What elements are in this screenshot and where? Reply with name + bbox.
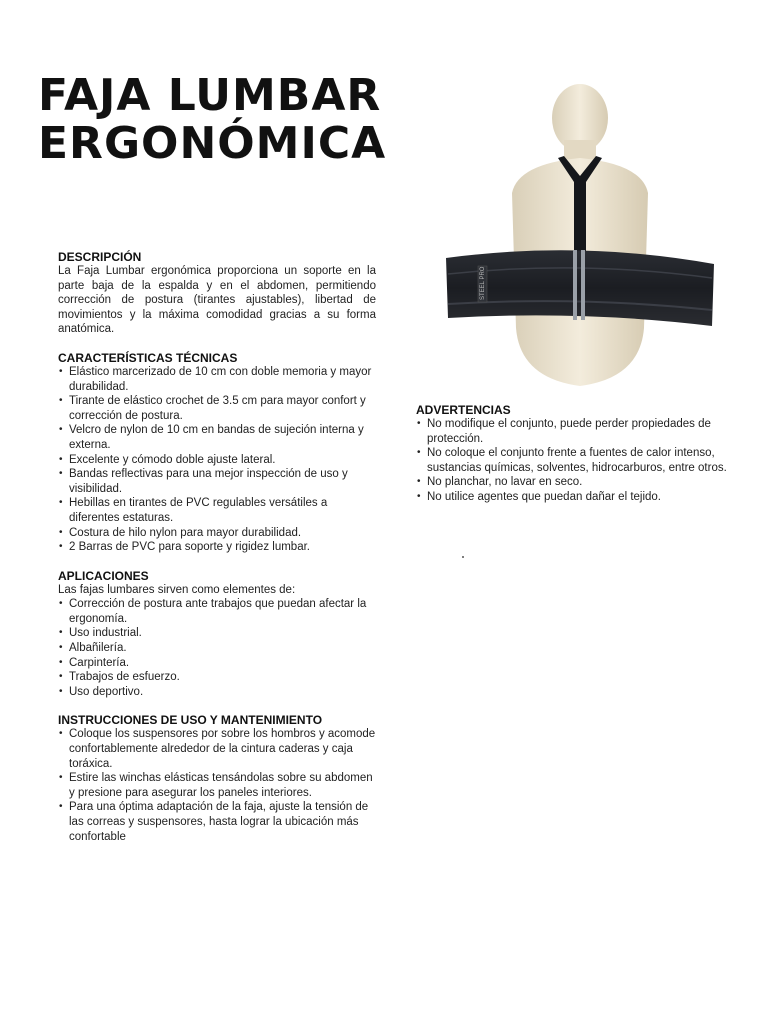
list-item: • Trabajos de esfuerzo. bbox=[58, 670, 376, 685]
list-item: • Coloque los suspensores por sobre los hombros y acomode confortablemente alrededor de la cintura caderas y caja toráxica. bbox=[58, 727, 376, 771]
list-item: • Elástico marcerizado de 10 cm con doble memoria y mayor durabilidad. bbox=[58, 365, 376, 394]
list-item: • No planchar, no lavar en seco. bbox=[416, 475, 746, 490]
list-item: • Costura de hilo nylon para mayor durabilidad. bbox=[58, 526, 376, 541]
caracteristicas-list bbox=[58, 365, 376, 555]
title-line-2: ERGONÓMICA bbox=[38, 118, 387, 169]
list-item: • Excelente y cómodo doble ajuste lateral. bbox=[58, 453, 376, 468]
stray-dot bbox=[462, 556, 464, 558]
list-item: • No modifique el conjunto, puede perder propiedades de protección. bbox=[416, 417, 746, 446]
instrucciones-section bbox=[58, 713, 376, 844]
list-item: • No utilice agentes que puedan dañar el tejido. bbox=[416, 490, 746, 505]
list-item: • Uso industrial. bbox=[58, 626, 376, 641]
caracteristicas-section bbox=[58, 351, 376, 555]
list-item: • No coloque el conjunto frente a fuentes de calor intenso, sustancias químicas, solventes, hidrocarburos, entre otros. bbox=[416, 446, 746, 475]
product-image bbox=[440, 78, 720, 390]
list-item: • Velcro de nylon de 10 cm en bandas de sujeción interna y externa. bbox=[58, 423, 376, 452]
descripcion-heading: DESCRIPCIÓN bbox=[58, 250, 142, 264]
advertencias-heading: ADVERTENCIAS bbox=[416, 403, 511, 417]
aplicaciones-intro: Las fajas lumbares sirven como elementes de: bbox=[58, 583, 296, 596]
list-item: • Hebillas en tirantes de PVC regulables versátiles a diferentes estaturas. bbox=[58, 496, 376, 525]
right-column bbox=[416, 403, 746, 519]
list-item: • Bandas reflectivas para una mejor inspección de uso y visibilidad. bbox=[58, 467, 376, 496]
advertencias-section bbox=[416, 403, 746, 505]
list-item: • Tirante de elástico crochet de 3.5 cm para mayor confort y corrección de postura. bbox=[58, 394, 376, 423]
descripcion-text: La Faja Lumbar ergonómica proporciona un soporte en la parte baja de la espalda y en el abdomen, permitiendo corrección de postura (tirantes ajustables), libertad de movimientos y la máxima comodidad gracias a su forma anatómica. bbox=[58, 265, 376, 336]
advertencias-list bbox=[416, 417, 746, 505]
list-item: • Corrección de postura ante trabajos que puedan afectar la ergonomía. bbox=[58, 597, 376, 626]
aplicaciones-list bbox=[58, 597, 376, 699]
list-item: • Uso deportivo. bbox=[58, 685, 376, 700]
instrucciones-heading: INSTRUCCIONES DE USO Y MANTENIMIENTO bbox=[58, 713, 323, 728]
list-item: • Carpintería. bbox=[58, 656, 376, 671]
instrucciones-list bbox=[58, 727, 376, 844]
list-item: • Albañilería. bbox=[58, 641, 376, 656]
list-item: • Estire las winchas elásticas tensándolas sobre su abdomen y presione para asegurar los paneles interiores. bbox=[58, 771, 376, 800]
list-item: • 2 Barras de PVC para soporte y rigidez lumbar. bbox=[58, 540, 376, 555]
caracteristicas-heading: CARACTERÍSTICAS TÉCNICAS bbox=[58, 350, 238, 365]
brand-tag-text: STEEL PRO bbox=[480, 266, 486, 300]
left-column bbox=[58, 250, 376, 858]
page-title bbox=[38, 72, 386, 168]
aplicaciones-section bbox=[58, 569, 376, 700]
list-item: • Para una óptima adaptación de la faja, ajuste la tensión de las correas y suspensores, hasta lograr la ubicación más confortable bbox=[58, 800, 376, 844]
title-line-1: FAJA LUMBAR bbox=[38, 70, 382, 121]
aplicaciones-heading: APLICACIONES bbox=[58, 568, 149, 583]
descripcion-section bbox=[58, 250, 376, 337]
